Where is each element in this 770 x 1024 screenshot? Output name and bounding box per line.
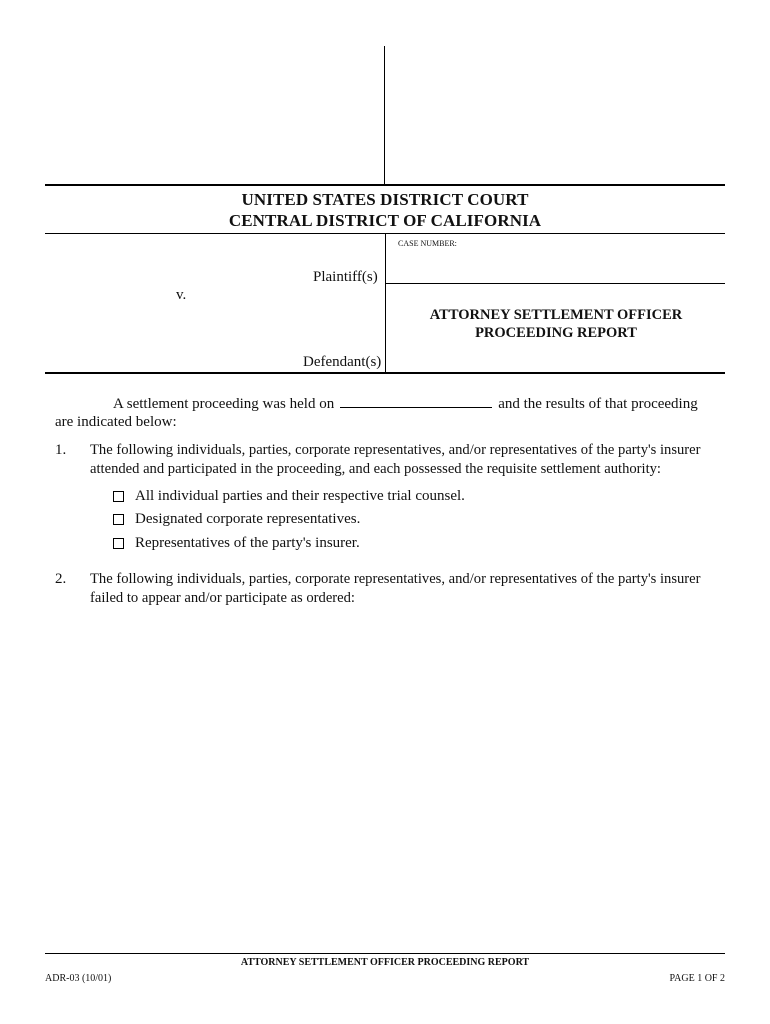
- plaintiff-label: Plaintiff(s): [313, 269, 378, 285]
- case-number-field[interactable]: [398, 250, 718, 280]
- case-number-label: CASE NUMBER:: [398, 239, 457, 248]
- proceeding-date-field[interactable]: [340, 395, 492, 408]
- footer-title: ATTORNEY SETTLEMENT OFFICER PROCEEDING REPORT: [240, 957, 530, 968]
- defendant-label: Defendant(s): [303, 354, 382, 370]
- item1-text-line2: attended and participated in the proceeding, and each possessed the requisite settlement authority:: [90, 461, 661, 477]
- header-divider-vertical: [384, 46, 385, 186]
- form-id: ADR-03 (10/01): [45, 973, 112, 984]
- document-title-line1: ATTORNEY SETTLEMENT OFFICER: [429, 307, 683, 323]
- versus-label: v.: [176, 287, 187, 303]
- intro-text-part1: A settlement proceeding was held on: [113, 396, 335, 412]
- item2-response-area[interactable]: [90, 615, 720, 935]
- option-corporate-representatives[interactable]: [113, 511, 360, 528]
- item1-text-line1: The following individuals, parties, corporate representatives, and/or representatives of the party's insurer: [90, 442, 701, 458]
- item2-text-line1: The following individuals, parties, corporate representatives, and/or representatives of the party's insurer: [90, 571, 701, 587]
- case-number-rule: [386, 283, 725, 284]
- option-insurer-representatives[interactable]: [113, 535, 360, 552]
- court-district: CENTRAL DISTRICT OF CALIFORNIA: [228, 211, 542, 230]
- footer-rule: [45, 953, 725, 954]
- intro-line2: are indicated below:: [55, 414, 177, 430]
- item2-text-line2: failed to appear and/or participate as ordered:: [90, 590, 355, 606]
- item1-number: 1.: [55, 442, 67, 458]
- checkbox-corporate-representatives[interactable]: [113, 514, 124, 525]
- intro-text-part2: and the results of that proceeding: [498, 396, 698, 412]
- option-insurer-representatives-label: Representatives of the party's insurer.: [135, 535, 360, 551]
- caption-divider-vertical: [385, 234, 386, 372]
- checkbox-individual-parties[interactable]: [113, 491, 124, 502]
- option-individual-parties-label: All individual parties and their respective trial counsel.: [135, 488, 465, 504]
- option-corporate-representatives-label: Designated corporate representatives.: [135, 511, 361, 527]
- caption-bottom-rule: [45, 372, 725, 374]
- item2-number: 2.: [55, 571, 67, 587]
- document-title-line2: PROCEEDING REPORT: [475, 325, 637, 341]
- court-top-rule: [45, 184, 725, 186]
- court-name: UNITED STATES DISTRICT COURT: [241, 190, 529, 209]
- checkbox-insurer-representatives[interactable]: [113, 538, 124, 549]
- page-number: PAGE 1 OF 2: [669, 973, 725, 984]
- option-individual-parties[interactable]: [113, 488, 465, 505]
- intro-line1: [113, 395, 698, 413]
- document-title: [400, 306, 712, 342]
